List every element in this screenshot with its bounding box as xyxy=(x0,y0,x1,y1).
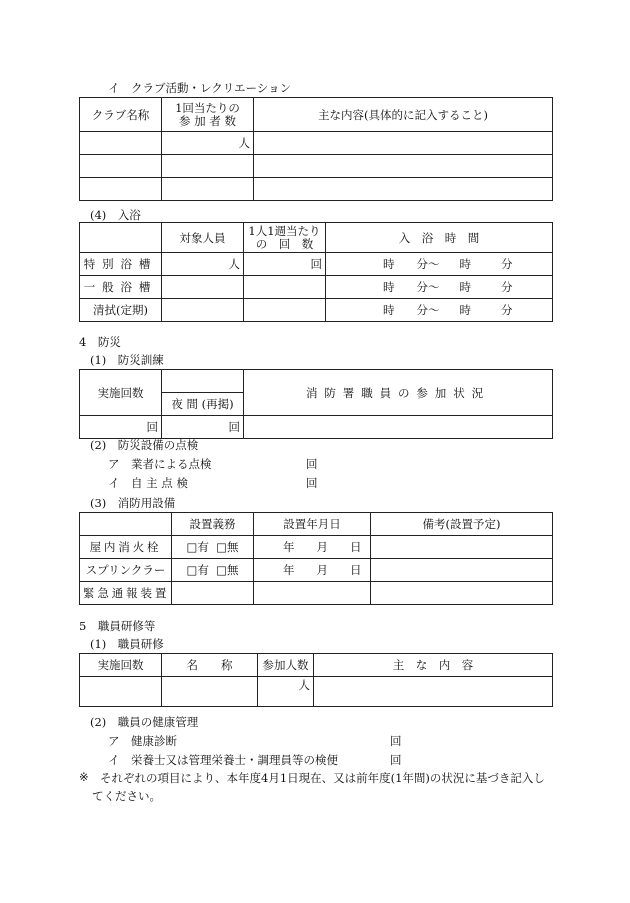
disaster-heading: 4 防災 xyxy=(79,335,121,349)
inspection-b-unit: 回 xyxy=(306,476,318,490)
club-cell[interactable] xyxy=(80,132,162,155)
club-col-participants: 1回当たりの 参 加 者 数 xyxy=(162,98,254,132)
bath-row-label: 特別浴槽 xyxy=(80,253,162,276)
training-col-count: 実施回数 xyxy=(80,654,162,677)
equipment-row-label: スプリンクラー xyxy=(80,559,172,582)
drill-unit-count: 回 xyxy=(80,416,162,439)
club-cell[interactable] xyxy=(80,155,162,178)
bath-cell[interactable] xyxy=(162,299,244,322)
training-unit-person: 人 xyxy=(258,677,314,707)
health-a: ア 健康診断 xyxy=(108,734,177,748)
bath-col-time: 入 浴 時 間 xyxy=(326,223,553,253)
bath-row-label: 清拭(定期) xyxy=(80,299,162,322)
equipment-obligation[interactable] xyxy=(172,582,254,605)
club-cell[interactable] xyxy=(254,178,553,201)
equipment-table xyxy=(79,512,553,605)
training-table xyxy=(79,653,553,707)
inspection-b: イ 自 主 点 検 xyxy=(108,476,188,490)
equipment-heading: (3) 消防用設備 xyxy=(90,496,176,510)
equipment-col-remarks: 備考(設置予定) xyxy=(371,513,553,536)
club-cell[interactable] xyxy=(162,178,254,201)
bath-time-cell[interactable]: 時 分〜 時 分 xyxy=(326,276,553,299)
note-line-1: それぞれの項目により、本年度4月1日現在、又は前年度(1年間)の状況に基づき記入し xyxy=(100,771,545,785)
drill-table xyxy=(79,369,553,439)
health-b-unit: 回 xyxy=(390,753,402,767)
training-col-name: 名 称 xyxy=(162,654,258,677)
bath-corner xyxy=(80,223,162,253)
training-cell[interactable] xyxy=(80,677,162,707)
drill-col-count: 実施回数 xyxy=(80,370,162,416)
training-col-content: 主 な 内 容 xyxy=(314,654,553,677)
training-cell[interactable] xyxy=(162,677,258,707)
inspection-a: ア 業者による点検 xyxy=(108,457,212,471)
bath-unit-person: 人 xyxy=(162,253,244,276)
drill-col-fire-staff: 消防署職員の参加状況 xyxy=(244,370,553,416)
bath-unit-count: 回 xyxy=(244,253,326,276)
training-sub-heading: (1) 職員研修 xyxy=(90,637,164,651)
equipment-remarks[interactable] xyxy=(371,559,553,582)
bath-cell[interactable] xyxy=(162,276,244,299)
equipment-corner xyxy=(80,513,172,536)
club-table xyxy=(79,97,553,201)
equipment-obligation[interactable]: □有 □無 xyxy=(172,559,254,582)
club-cell[interactable] xyxy=(254,132,553,155)
inspection-heading: (2) 防災設備の点検 xyxy=(90,438,199,452)
note-line-2: てください。 xyxy=(92,789,161,803)
bath-heading: (4) 入浴 xyxy=(90,208,141,222)
club-col-name: クラブ名称 xyxy=(80,98,162,132)
equipment-remarks[interactable] xyxy=(371,536,553,559)
training-cell[interactable] xyxy=(314,677,553,707)
club-col-content: 主な内容(具体的に記入すること) xyxy=(254,98,553,132)
club-cell[interactable] xyxy=(162,155,254,178)
equipment-obligation[interactable]: □有 □無 xyxy=(172,536,254,559)
drill-cell[interactable] xyxy=(244,416,553,439)
equipment-row-label: 屋内消火栓 xyxy=(80,536,172,559)
equipment-date[interactable]: 年 月 日 xyxy=(254,536,371,559)
club-cell[interactable] xyxy=(80,178,162,201)
bath-cell[interactable] xyxy=(244,276,326,299)
health-heading: (2) 職員の健康管理 xyxy=(90,715,199,729)
bath-col-target: 対象人員 xyxy=(162,223,244,253)
drill-col-night: 夜 間 (再掲) xyxy=(162,393,244,416)
health-a-unit: 回 xyxy=(390,734,402,748)
equipment-remarks[interactable] xyxy=(371,582,553,605)
drill-unit-night: 回 xyxy=(162,416,244,439)
bath-time-cell[interactable]: 時 分〜 時 分 xyxy=(326,253,553,276)
bath-table xyxy=(79,222,553,322)
note-mark: ※ xyxy=(79,770,89,784)
equipment-date[interactable] xyxy=(254,582,371,605)
equipment-row-label: 緊急通報装置 xyxy=(80,582,172,605)
equipment-col-date: 設置年月日 xyxy=(254,513,371,536)
bath-col-weekly: 1人1週当たり の 回 数 xyxy=(244,223,326,253)
drill-heading: (1) 防災訓練 xyxy=(90,353,164,367)
bath-time-cell[interactable]: 時 分〜 時 分 xyxy=(326,299,553,322)
bath-row-label: 一般浴槽 xyxy=(80,276,162,299)
club-heading: イ クラブ活動・レクリエーション xyxy=(108,81,292,95)
training-col-participants: 参加人数 xyxy=(258,654,314,677)
equipment-date[interactable]: 年 月 日 xyxy=(254,559,371,582)
training-heading: 5 職員研修等 xyxy=(79,619,156,633)
inspection-a-unit: 回 xyxy=(306,457,318,471)
bath-cell[interactable] xyxy=(244,299,326,322)
club-cell[interactable] xyxy=(254,155,553,178)
equipment-col-obligation: 設置義務 xyxy=(172,513,254,536)
health-b: イ 栄養士又は管理栄養士・調理員等の検便 xyxy=(108,753,338,767)
club-unit-person: 人 xyxy=(162,132,254,155)
